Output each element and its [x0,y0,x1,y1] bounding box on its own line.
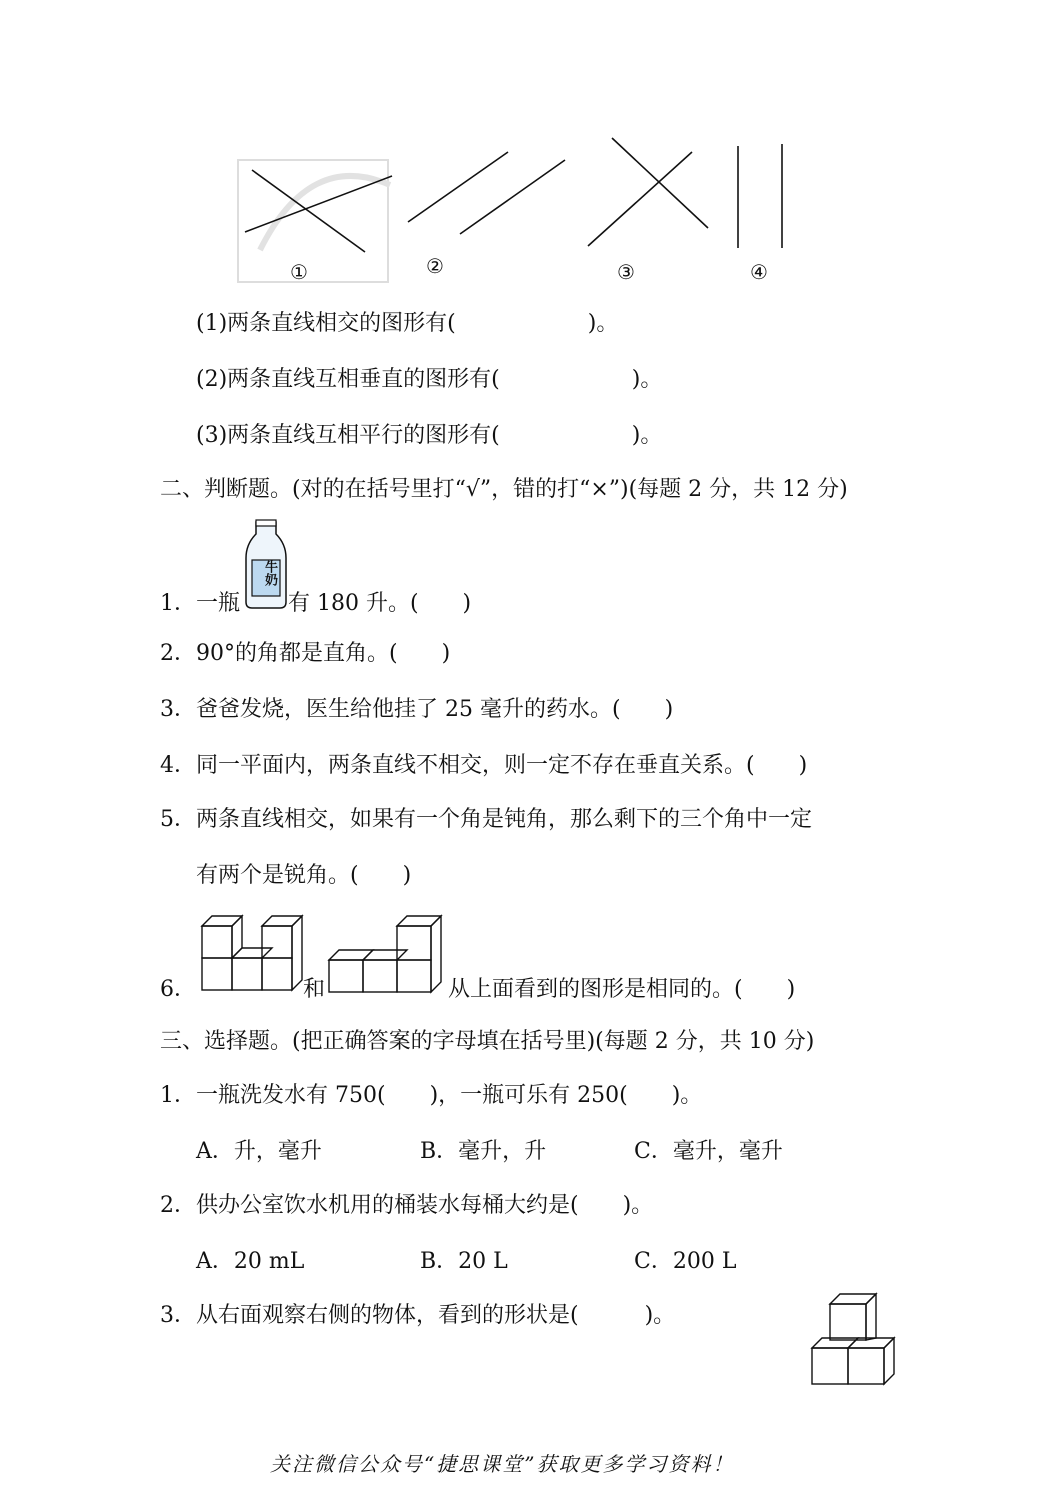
fig2-line-b [460,160,565,234]
judge-q3-number: 3． [160,697,196,722]
judge-q2-text: 90°的角都是直角。( ) [196,641,451,666]
choice-q2-option-c: C．200 L [634,1249,737,1274]
judge-q5-line2: 有两个是锐角。( ) [196,863,412,888]
judge-q6-mid: 和 [303,977,326,1002]
judge-q4-number: 4． [160,753,196,778]
choice-q1-text: 一瓶洗发水有 750( )，一瓶可乐有 250( )。 [196,1083,703,1108]
fill-question-1: (1)两条直线相交的图形有( )。 [196,311,619,336]
figure-label-2: ② [426,254,444,278]
section-3-heading: 三、选择题。(把正确答案的字母填在括号里)(每题 2 分，共 10 分) [160,1029,815,1054]
choice-q1-option-c: C．毫升，毫升 [634,1139,783,1164]
line-figures [230,130,810,290]
figure-label-1: ① [290,260,308,284]
fill-question-2: (2)两条直线互相垂直的图形有( )。 [196,367,663,392]
judge-q1-after: 有 180 升。( ) [288,591,472,616]
choice-q2-option-a: A．20 mL [196,1249,305,1274]
judge-q4-text: 同一平面内，两条直线不相交，则一定不存在垂直关系。( ) [196,753,808,778]
judge-q6-number: 6． [160,977,196,1002]
choice-q2-option-b: B．20 L [420,1249,508,1274]
figure-label-3: ③ [617,260,635,284]
figure-label-4: ④ [750,260,768,284]
cube-figure-right [325,906,447,996]
fig3-line-a [612,138,708,228]
choice-q1-option-b: B．毫升，升 [420,1139,547,1164]
choice-q3-number: 3． [160,1303,196,1328]
footer-note: 关注微信公众号“捷思课堂”获取更多学习资料！ [270,1452,735,1476]
milk-bottle-label: 牛奶 [262,560,277,586]
judge-q5-number: 5． [160,807,196,832]
judge-q3-text: 爸爸发烧，医生给他挂了 25 毫升的药水。( ) [196,697,674,722]
judge-q5-line1: 两条直线相交，如果有一个角是钝角，那么剩下的三个角中一定 [196,807,813,832]
cube-figure-choice [808,1288,904,1390]
judge-q6-after: 从上面看到的图形是相同的。( ) [448,977,796,1002]
choice-q3-text: 从右面观察右侧的物体，看到的形状是( )。 [196,1303,676,1328]
fig1-line-a [252,170,365,252]
choice-q2-text: 供办公室饮水机用的桶装水每桶大约是( )。 [196,1193,654,1218]
cube-figure-left [198,910,304,994]
choice-q1-option-a: A．升，毫升 [196,1139,322,1164]
choice-q1-number: 1． [160,1083,196,1108]
fill-question-3: (3)两条直线互相平行的图形有( )。 [196,423,663,448]
section-2-heading: 二、判断题。(对的在括号里打“√”，错的打“×”)(每题 2 分，共 12 分) [160,477,848,502]
watermark-arc [260,176,390,250]
judge-q1-number: 1． [160,591,196,616]
judge-q1-before: 一瓶 [196,591,241,616]
choice-q2-number: 2． [160,1193,196,1218]
judge-q2-number: 2． [160,641,196,666]
